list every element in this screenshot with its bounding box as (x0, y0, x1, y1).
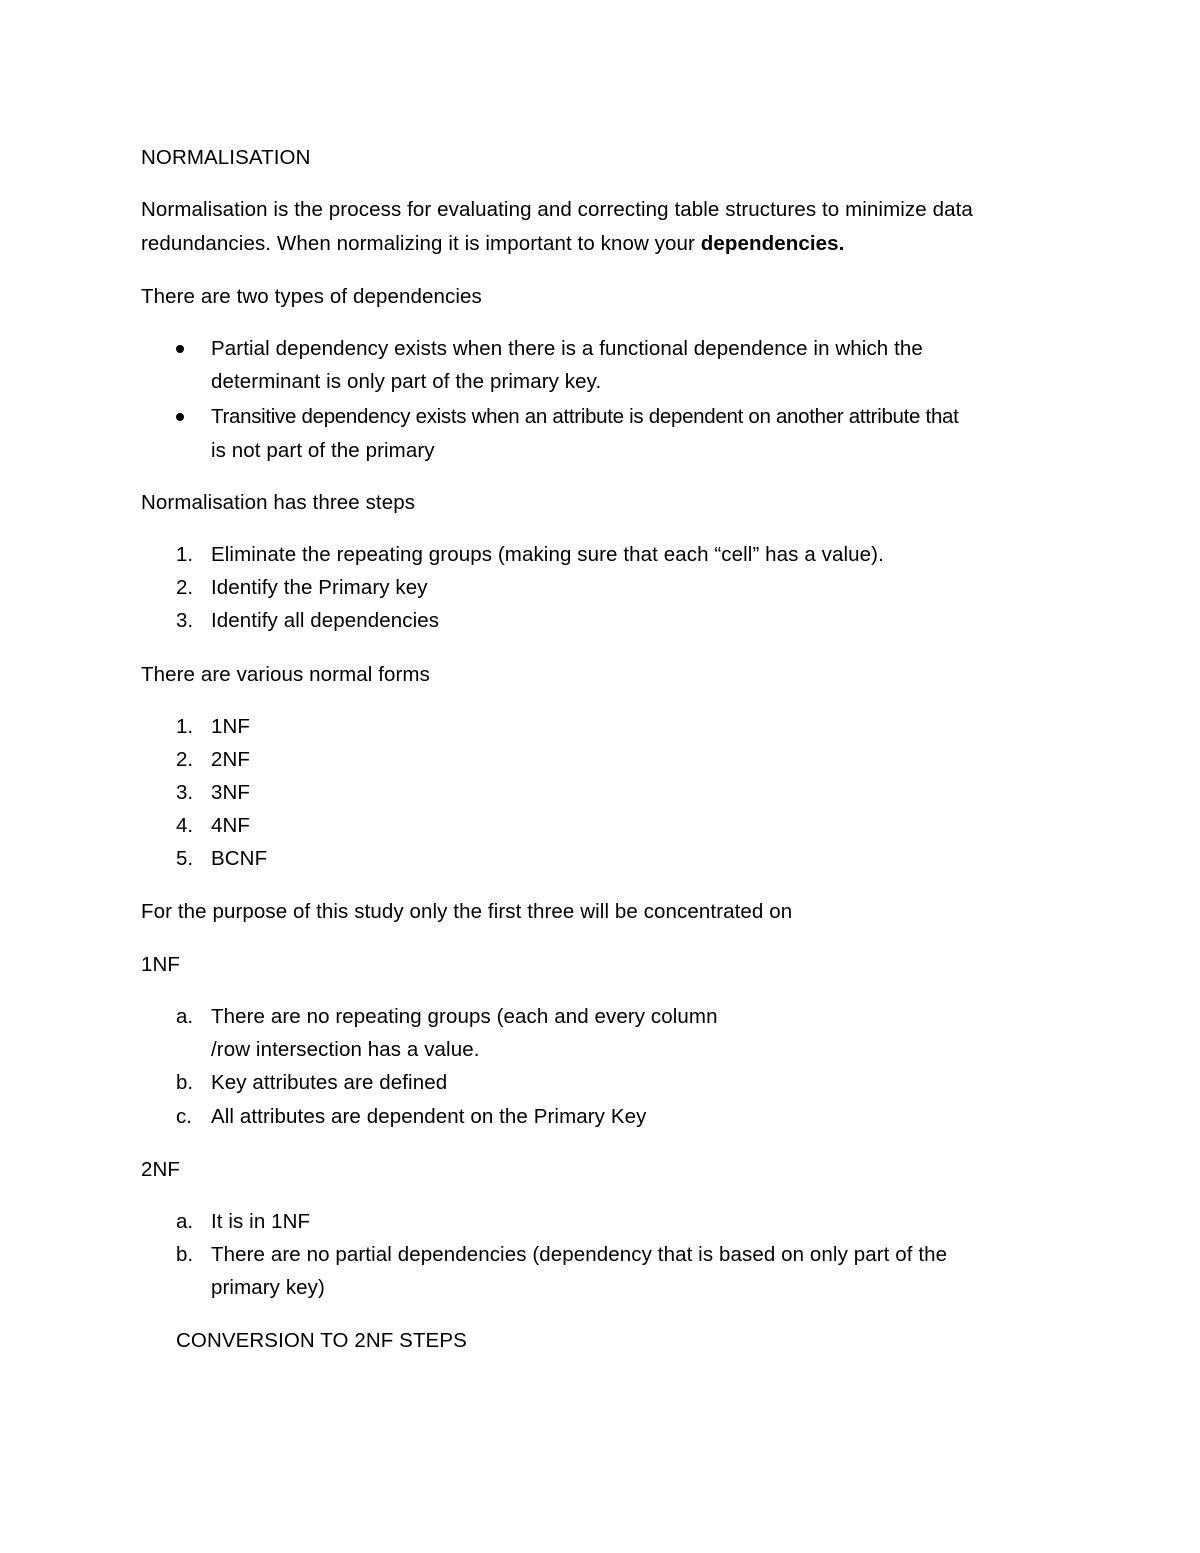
bullet-icon (176, 413, 184, 421)
nf1-marker: b. (176, 1071, 194, 1094)
form-marker: 2. (176, 748, 194, 771)
form-marker: 3. (176, 781, 194, 804)
bullet-icon (176, 345, 184, 353)
step-item: Identify the Primary key (211, 576, 428, 599)
nf2-item-1: It is in 1NF (211, 1210, 311, 1233)
nf1-marker: c. (176, 1105, 192, 1128)
step-item: Identify all dependencies (211, 609, 440, 632)
document-title: NORMALISATION (141, 146, 311, 169)
intro-line-2-text: redundancies. When normalizing it is important to know your (141, 232, 701, 255)
step-marker: 3. (176, 609, 194, 632)
form-marker: 5. (176, 847, 194, 870)
dependency-item-1-line-1: Partial dependency exists when there is a functional dependence in which the (211, 337, 923, 360)
nf1-item-2: Key attributes are defined (211, 1071, 448, 1094)
nf2-item-2-line-1: There are no partial dependencies (dependency that is based on only part of the (211, 1243, 948, 1266)
nf1-item-3: All attributes are dependent on the Primary Key (211, 1105, 647, 1128)
steps-heading: Normalisation has three steps (141, 491, 416, 514)
intro-line-1: Normalisation is the process for evaluating and correcting table structures to minimize data (141, 198, 973, 221)
forms-heading: There are various normal forms (141, 663, 430, 686)
step-marker: 1. (176, 543, 194, 566)
study-note: For the purpose of this study only the first three will be concentrated on (141, 900, 793, 923)
form-item: 2NF (211, 748, 251, 771)
intro-line-2 (141, 231, 844, 257)
form-item: 1NF (211, 715, 251, 738)
form-item: 3NF (211, 781, 251, 804)
nf1-item-1-line-1: There are no repeating groups (each and every column (211, 1005, 718, 1028)
dependency-item-2-line-1: Transitive dependency exists when an attribute is dependent on another attribute that (211, 405, 959, 428)
form-marker: 4. (176, 814, 194, 837)
nf1-item-1-line-2: /row intersection has a value. (211, 1038, 480, 1061)
form-item: 4NF (211, 814, 251, 837)
form-marker: 1. (176, 715, 194, 738)
dependencies-heading: There are two types of dependencies (141, 285, 482, 308)
nf2-heading: 2NF (141, 1158, 181, 1181)
dependency-item-1-line-2: determinant is only part of the primary key. (211, 370, 602, 393)
conversion-heading: CONVERSION TO 2NF STEPS (176, 1329, 467, 1352)
step-item: Eliminate the repeating groups (making sure that each “cell” has a value). (211, 543, 884, 566)
nf1-heading: 1NF (141, 953, 181, 976)
intro-bold-term: dependencies. (700, 232, 845, 255)
dependency-item-2-line-2: is not part of the primary (211, 439, 435, 462)
nf1-marker: a. (176, 1005, 194, 1028)
form-item: BCNF (211, 847, 268, 870)
nf2-marker: b. (176, 1243, 194, 1266)
nf2-item-2-line-2: primary key) (211, 1276, 325, 1299)
step-marker: 2. (176, 576, 194, 599)
nf2-marker: a. (176, 1210, 194, 1233)
